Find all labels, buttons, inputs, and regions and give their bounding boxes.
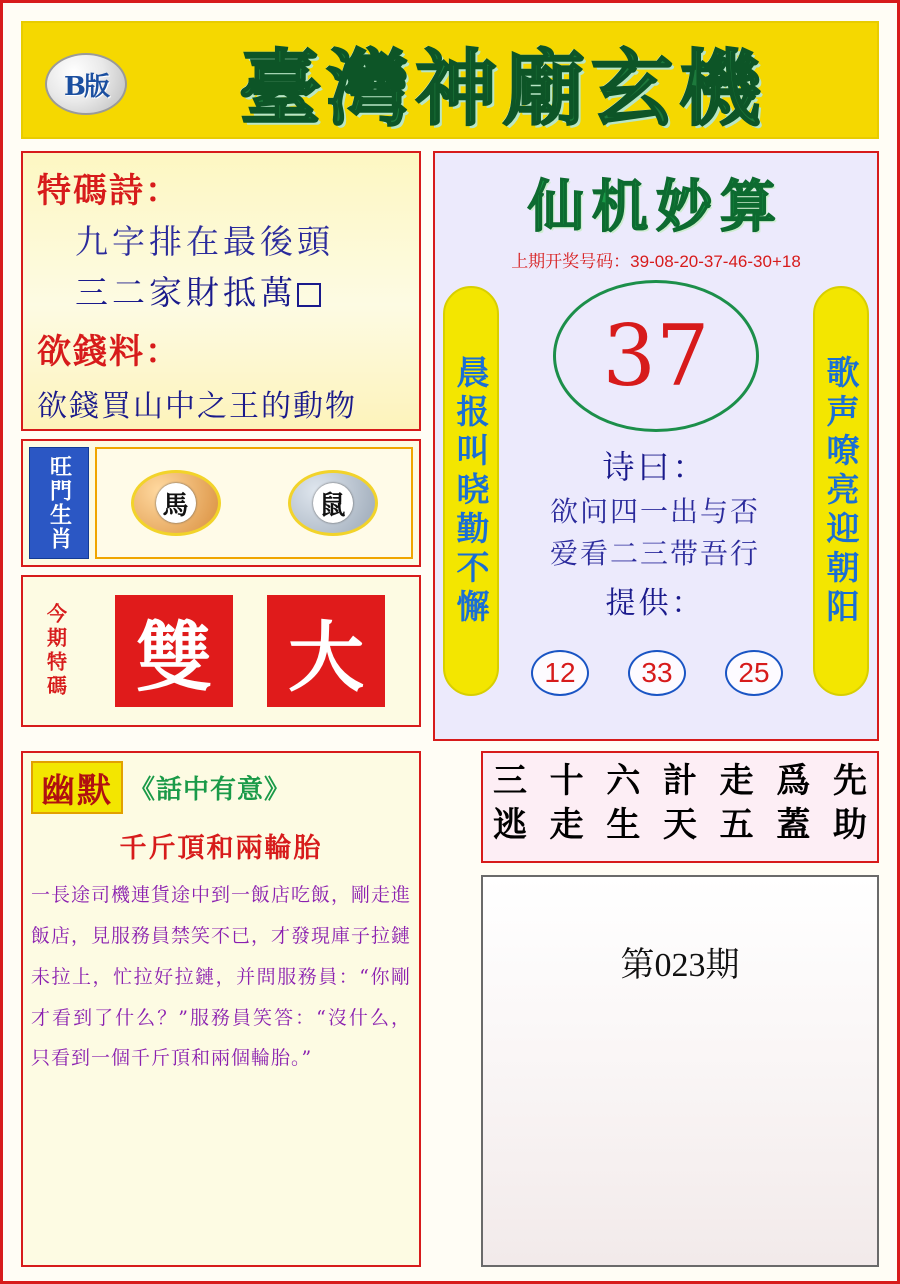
edition-badge: B版: [45, 53, 127, 115]
left-column: [21, 151, 421, 727]
proverb-row-1: [493, 759, 867, 803]
proverb-2-char-1: 逃: [493, 805, 527, 846]
lucky-zodiac-label: 旺門生肖: [29, 447, 89, 559]
rat-ball-label: 鼠: [313, 483, 353, 523]
fortune-poem-line-1: 欲问四一出与否: [549, 495, 760, 528]
provided-numbers: [531, 650, 783, 696]
poem-line-2: [75, 267, 405, 314]
fortune-panel-title: 仙机妙算: [528, 174, 784, 240]
fortune-poem-line-2: 爱看二三带吾行: [549, 537, 760, 570]
fortune-panel: [433, 151, 879, 741]
masthead: [21, 21, 879, 139]
money-hint-text: 欲錢買山中之王的動物: [37, 389, 357, 424]
proverb-1-char-1: 三: [493, 761, 527, 801]
proverb-row-2: [493, 803, 867, 847]
proverb-1-char-5: 走: [719, 761, 754, 801]
proverb-2-char-3: 生: [606, 805, 641, 846]
horse-ball-label: 馬: [156, 483, 196, 523]
special-code-poem-box: [21, 151, 421, 431]
provided-number-3: 25: [725, 650, 783, 696]
proverb-2-char-7: 助: [832, 805, 867, 846]
proverb-1-char-6: 爲: [776, 761, 811, 801]
proverb-2-char-2: 走: [549, 805, 584, 846]
fortune-panel-body: [435, 272, 877, 712]
poem-label: 特碼詩：: [37, 171, 181, 211]
rat-ball: [288, 470, 378, 536]
proverb-2-char-6: 蓋: [776, 805, 811, 846]
right-verse-strip: 歌声嘹亮迎朝阳: [813, 286, 869, 696]
proverb-box: [481, 751, 879, 863]
special-code-cards: [81, 595, 419, 707]
provided-number-2: 33: [628, 650, 686, 696]
lucky-zodiac-box: [21, 439, 421, 567]
current-special-label: 今期特碼: [43, 603, 68, 699]
fortune-poem-label: 诗曰：: [602, 448, 708, 486]
joke-header: [31, 761, 411, 814]
special-card-2: 大: [267, 595, 385, 707]
page-title: 臺灣神廟玄機: [238, 40, 767, 137]
horse-ball: [131, 470, 221, 536]
joke-badge: 幽默: [31, 761, 123, 814]
proverb-1-char-4: 計: [662, 761, 697, 801]
left-verse-strip: 晨报叫晓勤不懈: [443, 286, 499, 696]
poem-line-1: 九字排在最後頭: [75, 222, 334, 261]
zodiac-ball-group: [95, 447, 413, 559]
joke-box: [21, 751, 421, 1267]
joke-title: 千斤頂和兩輪胎: [119, 833, 323, 864]
proverb-1-char-3: 六: [606, 761, 641, 801]
highlight-number-circle: 37: [553, 280, 759, 432]
provide-label: 提供：: [605, 586, 705, 621]
proverb-2-char-4: 天: [662, 805, 697, 846]
poem-line-2-text: 三二家財抵萬: [75, 273, 297, 312]
blank-square-icon: [297, 283, 321, 307]
joke-body: 一長途司機連貨途中到一飯店吃飯，剛走進飯店，見服務員禁笑不已，才發現庫子拉鏈未拉上，忙拉好拉鏈，并問服務員：“你剛才看到了什么？”服務員笑答：“沒什么，只看到一個千斤頂和兩個輪胎。”: [31, 884, 412, 1070]
last-draw-numbers: 上期开奖号码：39-08-20-37-46-30+18: [511, 252, 801, 271]
joke-subtitle: 《話中有意》: [129, 775, 292, 805]
issue-number: 第023期: [620, 947, 740, 984]
proverb-1-char-7: 先: [832, 761, 867, 801]
provided-number-1: 12: [531, 650, 589, 696]
proverb-1-char-2: 十: [549, 761, 584, 801]
special-card-1: 雙: [115, 595, 233, 707]
proverb-2-char-5: 五: [719, 805, 754, 846]
current-special-code-box: [21, 575, 421, 727]
issue-box: [481, 875, 879, 1267]
fortune-poem: [521, 442, 789, 622]
money-hint-label: 欲錢料：: [37, 332, 181, 372]
